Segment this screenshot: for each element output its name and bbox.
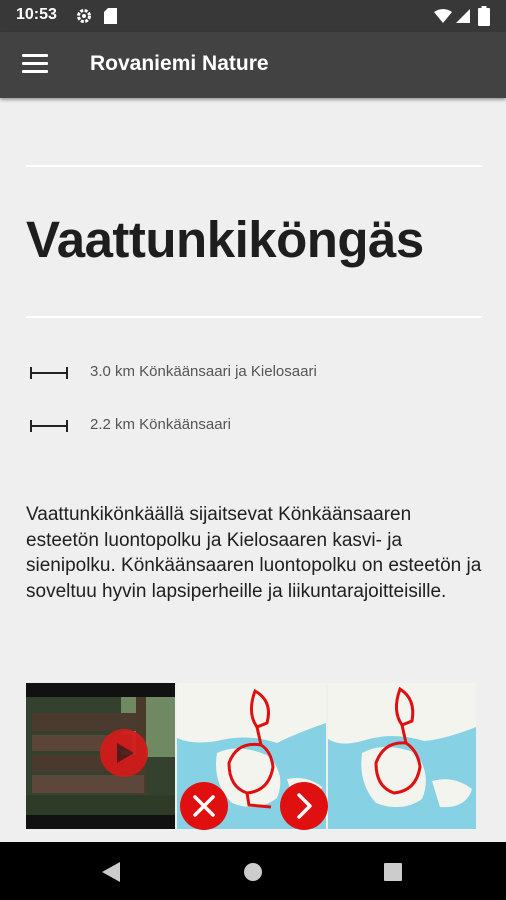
back-icon[interactable] xyxy=(102,862,120,882)
map-thumbnail[interactable] xyxy=(328,683,476,829)
status-time: 10:53 xyxy=(16,6,57,23)
distance-icon xyxy=(30,366,68,380)
app-bar xyxy=(0,32,506,98)
wifi-icon xyxy=(434,9,452,23)
status-bar xyxy=(0,0,506,32)
settings-icon xyxy=(76,8,92,24)
trail-label: 3.0 km Könkäänsaari ja Kielosaari xyxy=(90,363,317,380)
close-icon xyxy=(180,782,228,830)
map-image xyxy=(328,683,476,829)
description-text: Vaattunkikönkäällä sijaitsevat Könkäänsaaren esteetön luontopolku ja Kielosaaren kasvi- ja sienipolku. Könkäänsaaren luontopolku on esteetön ja soveltuu hyvin lapsiperheille ja liikuntarajoitteisille. xyxy=(26,504,482,602)
trail-label: 2.2 km Könkäänsaari xyxy=(90,416,231,433)
home-icon[interactable] xyxy=(243,862,263,882)
signal-icon xyxy=(456,9,470,23)
video-thumbnail[interactable] xyxy=(26,683,175,829)
battery-icon xyxy=(478,6,490,26)
distance-icon xyxy=(30,419,68,433)
close-button[interactable] xyxy=(180,782,228,830)
recents-icon[interactable] xyxy=(384,863,402,881)
divider-bottom xyxy=(26,316,482,318)
sd-card-icon xyxy=(104,8,117,24)
divider-top xyxy=(26,165,482,167)
menu-icon[interactable] xyxy=(22,54,48,76)
next-button[interactable] xyxy=(280,782,328,830)
system-nav-bar xyxy=(0,842,506,900)
page-title: Vaattunkiköngäs xyxy=(26,211,424,268)
chevron-right-icon xyxy=(280,782,328,830)
play-button[interactable] xyxy=(100,729,148,777)
play-icon xyxy=(114,741,136,765)
app-title: Rovaniemi Nature xyxy=(90,52,269,75)
